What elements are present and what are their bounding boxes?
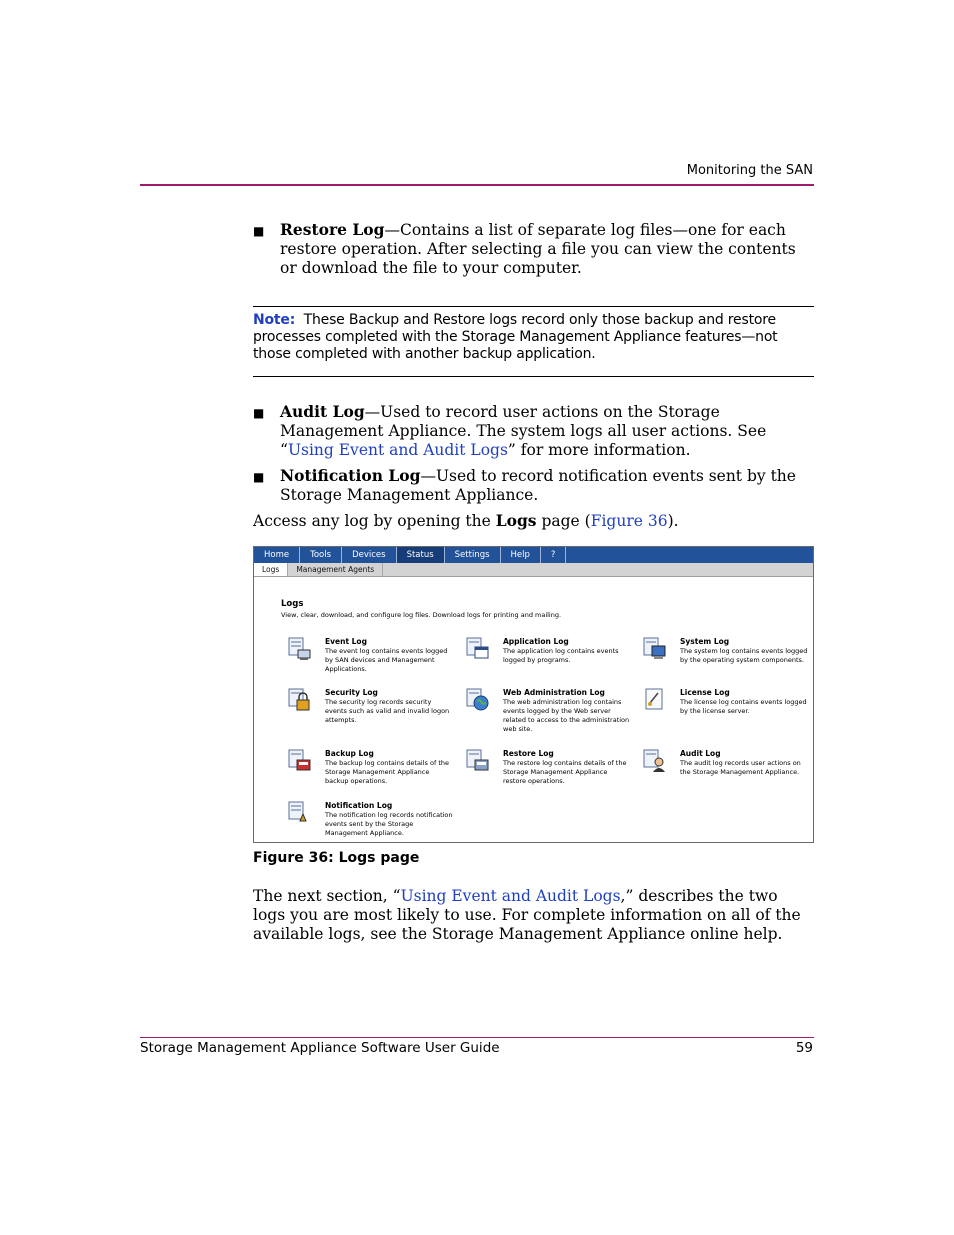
entry-title[interactable]: Security Log (325, 688, 378, 697)
security-log-icon (288, 688, 312, 712)
entry-description: The notification log records notification events sent by the Storage Management Appliance. (325, 811, 453, 837)
using-event-audit-logs-link-2[interactable]: Using Event and Audit Logs (400, 887, 621, 905)
entry-title[interactable]: Web Administration Log (503, 688, 605, 697)
nav-home[interactable]: Home (254, 547, 300, 563)
bullet-marker: ■ (253, 406, 265, 420)
page-number: 59 (795, 1040, 813, 1056)
footer-title: Storage Management Appliance Software User Guide (140, 1040, 500, 1056)
restore-log-bullet (280, 220, 815, 278)
entry-description: The event log contains events logged by SAN devices and Management Applications. (325, 647, 448, 673)
next-text-after: ,” describes the two logs you are most likely to use. For complete information on all of the available logs, see the Storage Management Appliance online help. (253, 887, 801, 943)
page-description: View, clear, download, and configure log files. Download logs for printing and mailing. (281, 611, 562, 619)
entry-description: The application log contains events logged by programs. (503, 647, 619, 664)
audit-log-icon (643, 749, 667, 773)
sub-tabs (254, 563, 813, 577)
nav-help[interactable]: Help (501, 547, 541, 563)
entry-title[interactable]: Notification Log (325, 801, 393, 810)
entry-title[interactable]: Audit Log (680, 749, 721, 758)
footer-rule (140, 1037, 814, 1038)
next-text: The next section, “ (253, 887, 401, 905)
web-admin-log-icon (466, 688, 490, 712)
system-log-icon (643, 637, 667, 661)
application-log-icon (466, 637, 490, 661)
entry-description: The restore log contains details of the Storage Management Appliance restore operations. (503, 759, 627, 785)
entry-description: The backup log contains details of the Storage Management Appliance backup operations. (325, 759, 449, 785)
license-log-icon (643, 688, 667, 712)
bullet-text: —Contains a list of separate log files—one for each restore operation. After selecting a file you can view the contents or download the file to your computer. (280, 221, 796, 277)
bullet-term: Audit Log (280, 402, 365, 421)
note-label: Note: (253, 312, 296, 328)
bullet-text: —Used to record notification events sent by the Storage Management Appliance. (280, 467, 796, 504)
bullet-marker: ■ (253, 470, 265, 484)
entry-title[interactable]: Backup Log (325, 749, 374, 758)
nav-question[interactable]: ? (541, 547, 567, 563)
access-text-after: ). (667, 512, 679, 530)
event-log-icon (288, 637, 312, 661)
entry-title[interactable]: Application Log (503, 637, 569, 646)
note-bottom-rule (253, 376, 814, 377)
tab-logs[interactable]: Logs (254, 563, 288, 576)
entry-description: The security log records security events such as valid and invalid logon attempts. (325, 698, 450, 724)
entry-description: The system log contains events logged by the operating system components. (680, 647, 808, 664)
access-text-middle: page ( (536, 512, 591, 530)
restore-log-icon (466, 749, 490, 773)
logs-page-screenshot (253, 546, 814, 843)
entry-title[interactable]: System Log (680, 637, 730, 646)
entry-description: The audit log records user actions on the Storage Management Appliance. (680, 759, 801, 776)
nav-devices[interactable]: Devices (342, 547, 397, 563)
notification-log-icon (288, 801, 312, 825)
logs-bold: Logs (495, 511, 537, 530)
next-section-paragraph (253, 887, 813, 944)
entry-title[interactable]: License Log (680, 688, 730, 697)
tab-management-agents[interactable]: Management Agents (288, 563, 383, 576)
page-title: Logs (281, 599, 304, 609)
nav-tools[interactable]: Tools (300, 547, 342, 563)
figure-36-link[interactable]: Figure 36 (590, 512, 668, 530)
backup-log-icon (288, 749, 312, 773)
entry-title[interactable]: Restore Log (503, 749, 554, 758)
bullet-term: Restore Log (280, 220, 385, 239)
entry-description: The license log contains events logged by the license server. (680, 698, 807, 715)
nav-status[interactable]: Status (397, 547, 445, 563)
running-header: Monitoring the SAN (686, 163, 813, 178)
note-text: These Backup and Restore logs record only those backup and restore processes completed with the Storage Management Appliance features—not those completed with another backup application. (253, 312, 778, 362)
access-text: Access any log by opening the (253, 512, 496, 530)
note-top-rule (253, 306, 814, 307)
notification-log-bullet (280, 466, 810, 505)
header-rule (140, 184, 814, 186)
nav-settings[interactable]: Settings (445, 547, 501, 563)
bullet-term: Notification Log (280, 466, 421, 485)
bullet-text: —Used to record user actions on the Storage Management Appliance. The system logs all user actions. See “ (280, 403, 767, 459)
using-event-audit-logs-link[interactable]: Using Event and Audit Logs (287, 441, 508, 459)
audit-log-bullet (280, 402, 800, 460)
note-box (253, 312, 815, 363)
figure-caption: Figure 36: Logs page (253, 850, 420, 866)
bullet-text-after: ” for more information. (507, 441, 691, 459)
bullet-marker: ■ (253, 224, 265, 238)
entry-title[interactable]: Event Log (325, 637, 367, 646)
access-paragraph (253, 511, 813, 531)
entry-description: The web administration log contains events logged by the Web server related to access to the administration web site. (503, 698, 630, 733)
top-navbar (254, 547, 813, 563)
